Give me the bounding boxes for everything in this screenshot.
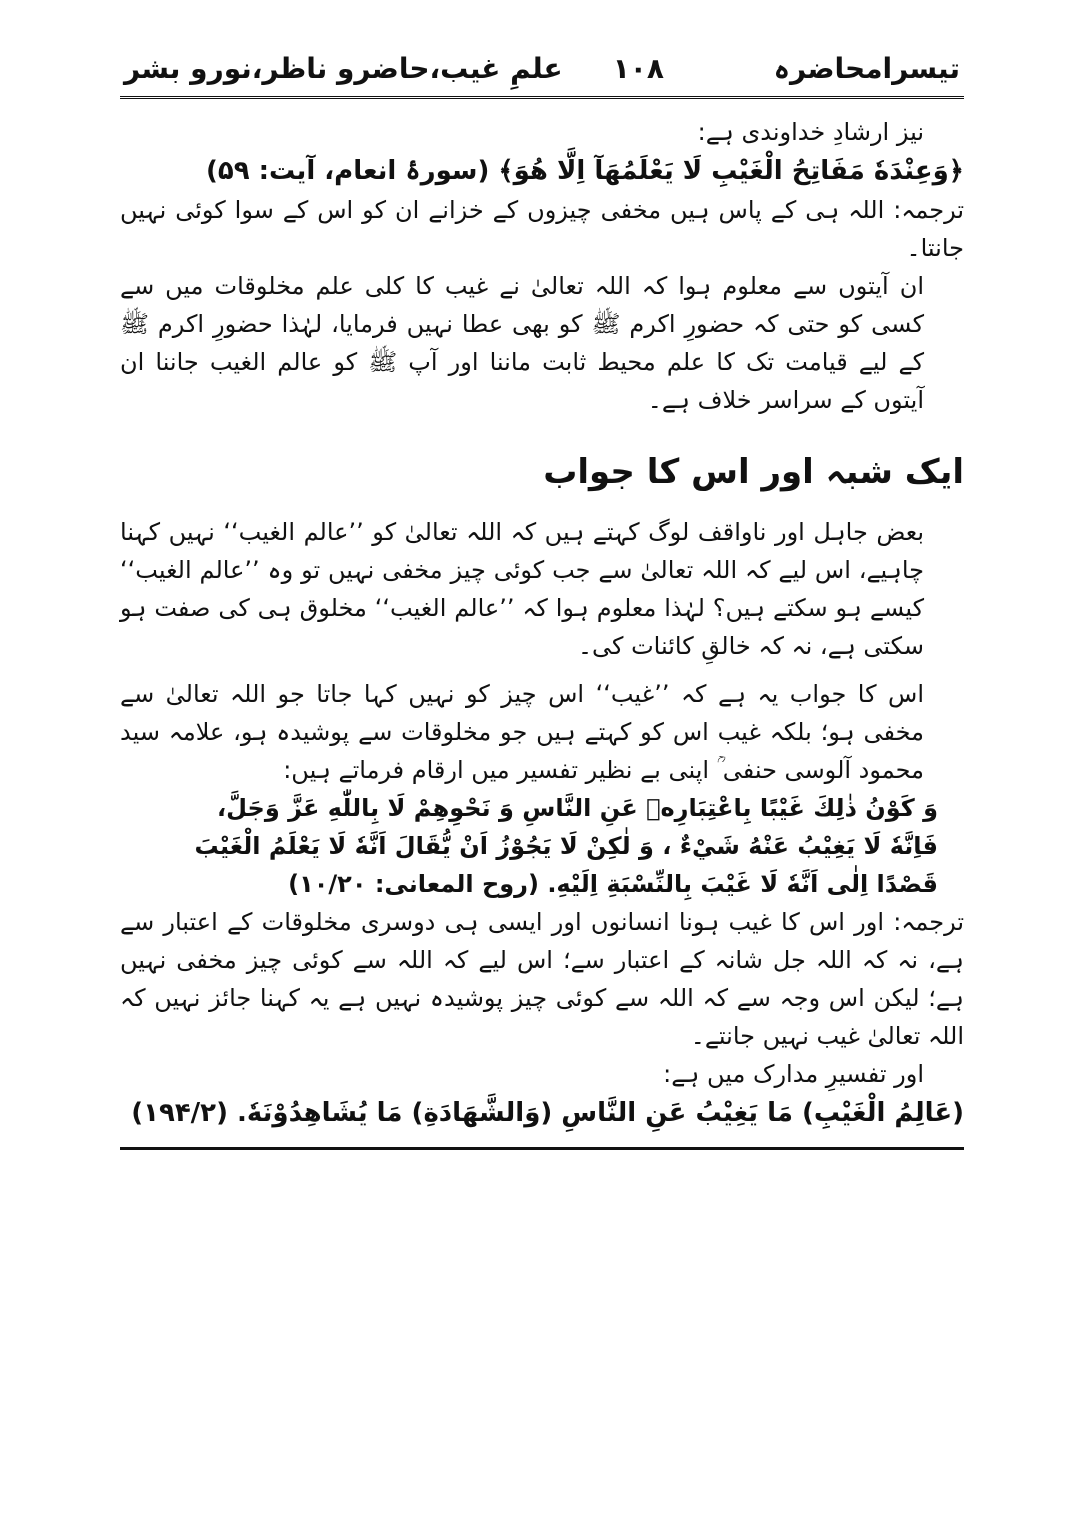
verse-translation: ترجمہ: اللہ ہی کے پاس ہیں مخفی چیزوں کے خزانے ان کو اس کے سوا کوئی نہیں جانتا۔ bbox=[120, 196, 964, 262]
argument-paragraph: ان آیتوں سے معلوم ہوا کہ اللہ تعالیٰ نے غیب کا کلی علم مخلوقات میں سے کسی کو حتی کہ حضورِ اکرم ﷺ کو بھی عطا نہیں فرمایا، لہٰذا حضورِ اکرم ﷺ کے لیے قیامت تک کا علم محیط ثابت ماننا اور آپ ﷺ کو عالم الغیب جاننا ان آیتوں کے سراسر خلاف ہے۔ bbox=[120, 272, 924, 414]
lecture-title: تیسرامحاضرہ bbox=[773, 52, 960, 85]
arabic-quote-line: قَصْدًا اِلٰى اَنَّهٗ لَا غَيْبَ بِالنِّسْبَةِ اِلَيْهِ. (روح المعانی: ۱۰/۲۰) bbox=[288, 870, 938, 898]
arabic-quote bbox=[120, 789, 964, 903]
page-number: ۱۰۸ bbox=[612, 52, 664, 85]
chapter-title: علمِ غیب،حاضرو ناظر،نورو بشر bbox=[124, 52, 563, 85]
footer-rule bbox=[120, 1147, 964, 1150]
document-page bbox=[120, 40, 964, 1150]
madarik-lead: اور تفسیرِ مدارک میں ہے: bbox=[663, 1060, 924, 1088]
arabic-quote-line: فَاِنَّهٗ لَا يَغِيْبُ عَنْهُ شَيْءٌ ، وَ لٰكِنْ لَا يَجُوْزُ اَنْ يُّقَالَ اَنَّهٗ لَا يَعْلَمُ الْغَيْبَ bbox=[194, 832, 938, 860]
page-header bbox=[120, 40, 964, 99]
madarik-quote: (عَالِمُ الْغَيْبِ) مَا يَغِيْبُ عَنِ النَّاسِ (وَالشَّهَادَةِ) مَا يُشَاهِدُوْنَهٗ. (۱۹۴/۲) bbox=[131, 1098, 964, 1128]
page-content bbox=[120, 99, 964, 1150]
arabic-quote-line: وَ كَوْنُ ذٰلِكَ غَيْبًا بِاعْتِبَارِهٖ عَنِ النَّاسِ وَ نَحْوِهِمْ لَا بِاللّٰهِ عَزَّ وَجَلَّ، bbox=[217, 794, 938, 822]
section-heading: ایک شبہ اور اس کا جواب bbox=[543, 452, 964, 492]
quote-translation: ترجمہ: اور اس کا غیب ہونا انسانوں اور ایسی ہی دوسری مخلوقات کے اعتبار سے ہے، نہ کہ اللہ جل شانہ کے اعتبار سے؛ اس لیے کہ اللہ سے کوئی چیز مخفی نہیں ہے؛ لیکن اس وجہ سے کہ اللہ سے کوئی چیز پوشیدہ نہیں ہے یہ کہنا جائز نہیں کہ اللہ تعالیٰ غیب نہیں جانتے۔ bbox=[120, 908, 964, 1050]
intro-lead: نیز ارشادِ خداوندی ہے: bbox=[697, 118, 924, 146]
answer-paragraph: اس کا جواب یہ ہے کہ ’’غیب‘‘ اس چیز کو نہیں کہا جاتا جو اللہ تعالیٰ سے مخفی ہو؛ بلکہ غیب اس کو کہتے ہیں جو مخلوقات سے پوشیدہ ہو، علامہ سید محمود آلوسی حنفی ؒ اپنی بے نظیر تفسیر میں ارقام فرماتے ہیں: bbox=[120, 680, 924, 784]
doubt-paragraph: بعض جاہل اور ناواقف لوگ کہتے ہیں کہ اللہ تعالیٰ کو ’’عالم الغیب‘‘ نہیں کہنا چاہیے، اس لیے کہ اللہ تعالیٰ سے جب کوئی چیز مخفی نہیں تو وہ ’’عالم الغیب‘‘ کیسے ہو سکتے ہیں؟ لہٰذا معلوم ہوا کہ ’’عالم الغیب‘‘ مخلوق ہی کی صفت ہو سکتی ہے، نہ کہ خالقِ کائنات کی۔ bbox=[120, 518, 924, 660]
quran-verse: ﴿وَعِنْدَهٗ مَفَاتِحُ الْغَيْبِ لَا يَعْلَمُهَآ اِلَّا هُوَ﴾ (سورۂ انعام، آیت: ۵۹) bbox=[205, 156, 964, 186]
